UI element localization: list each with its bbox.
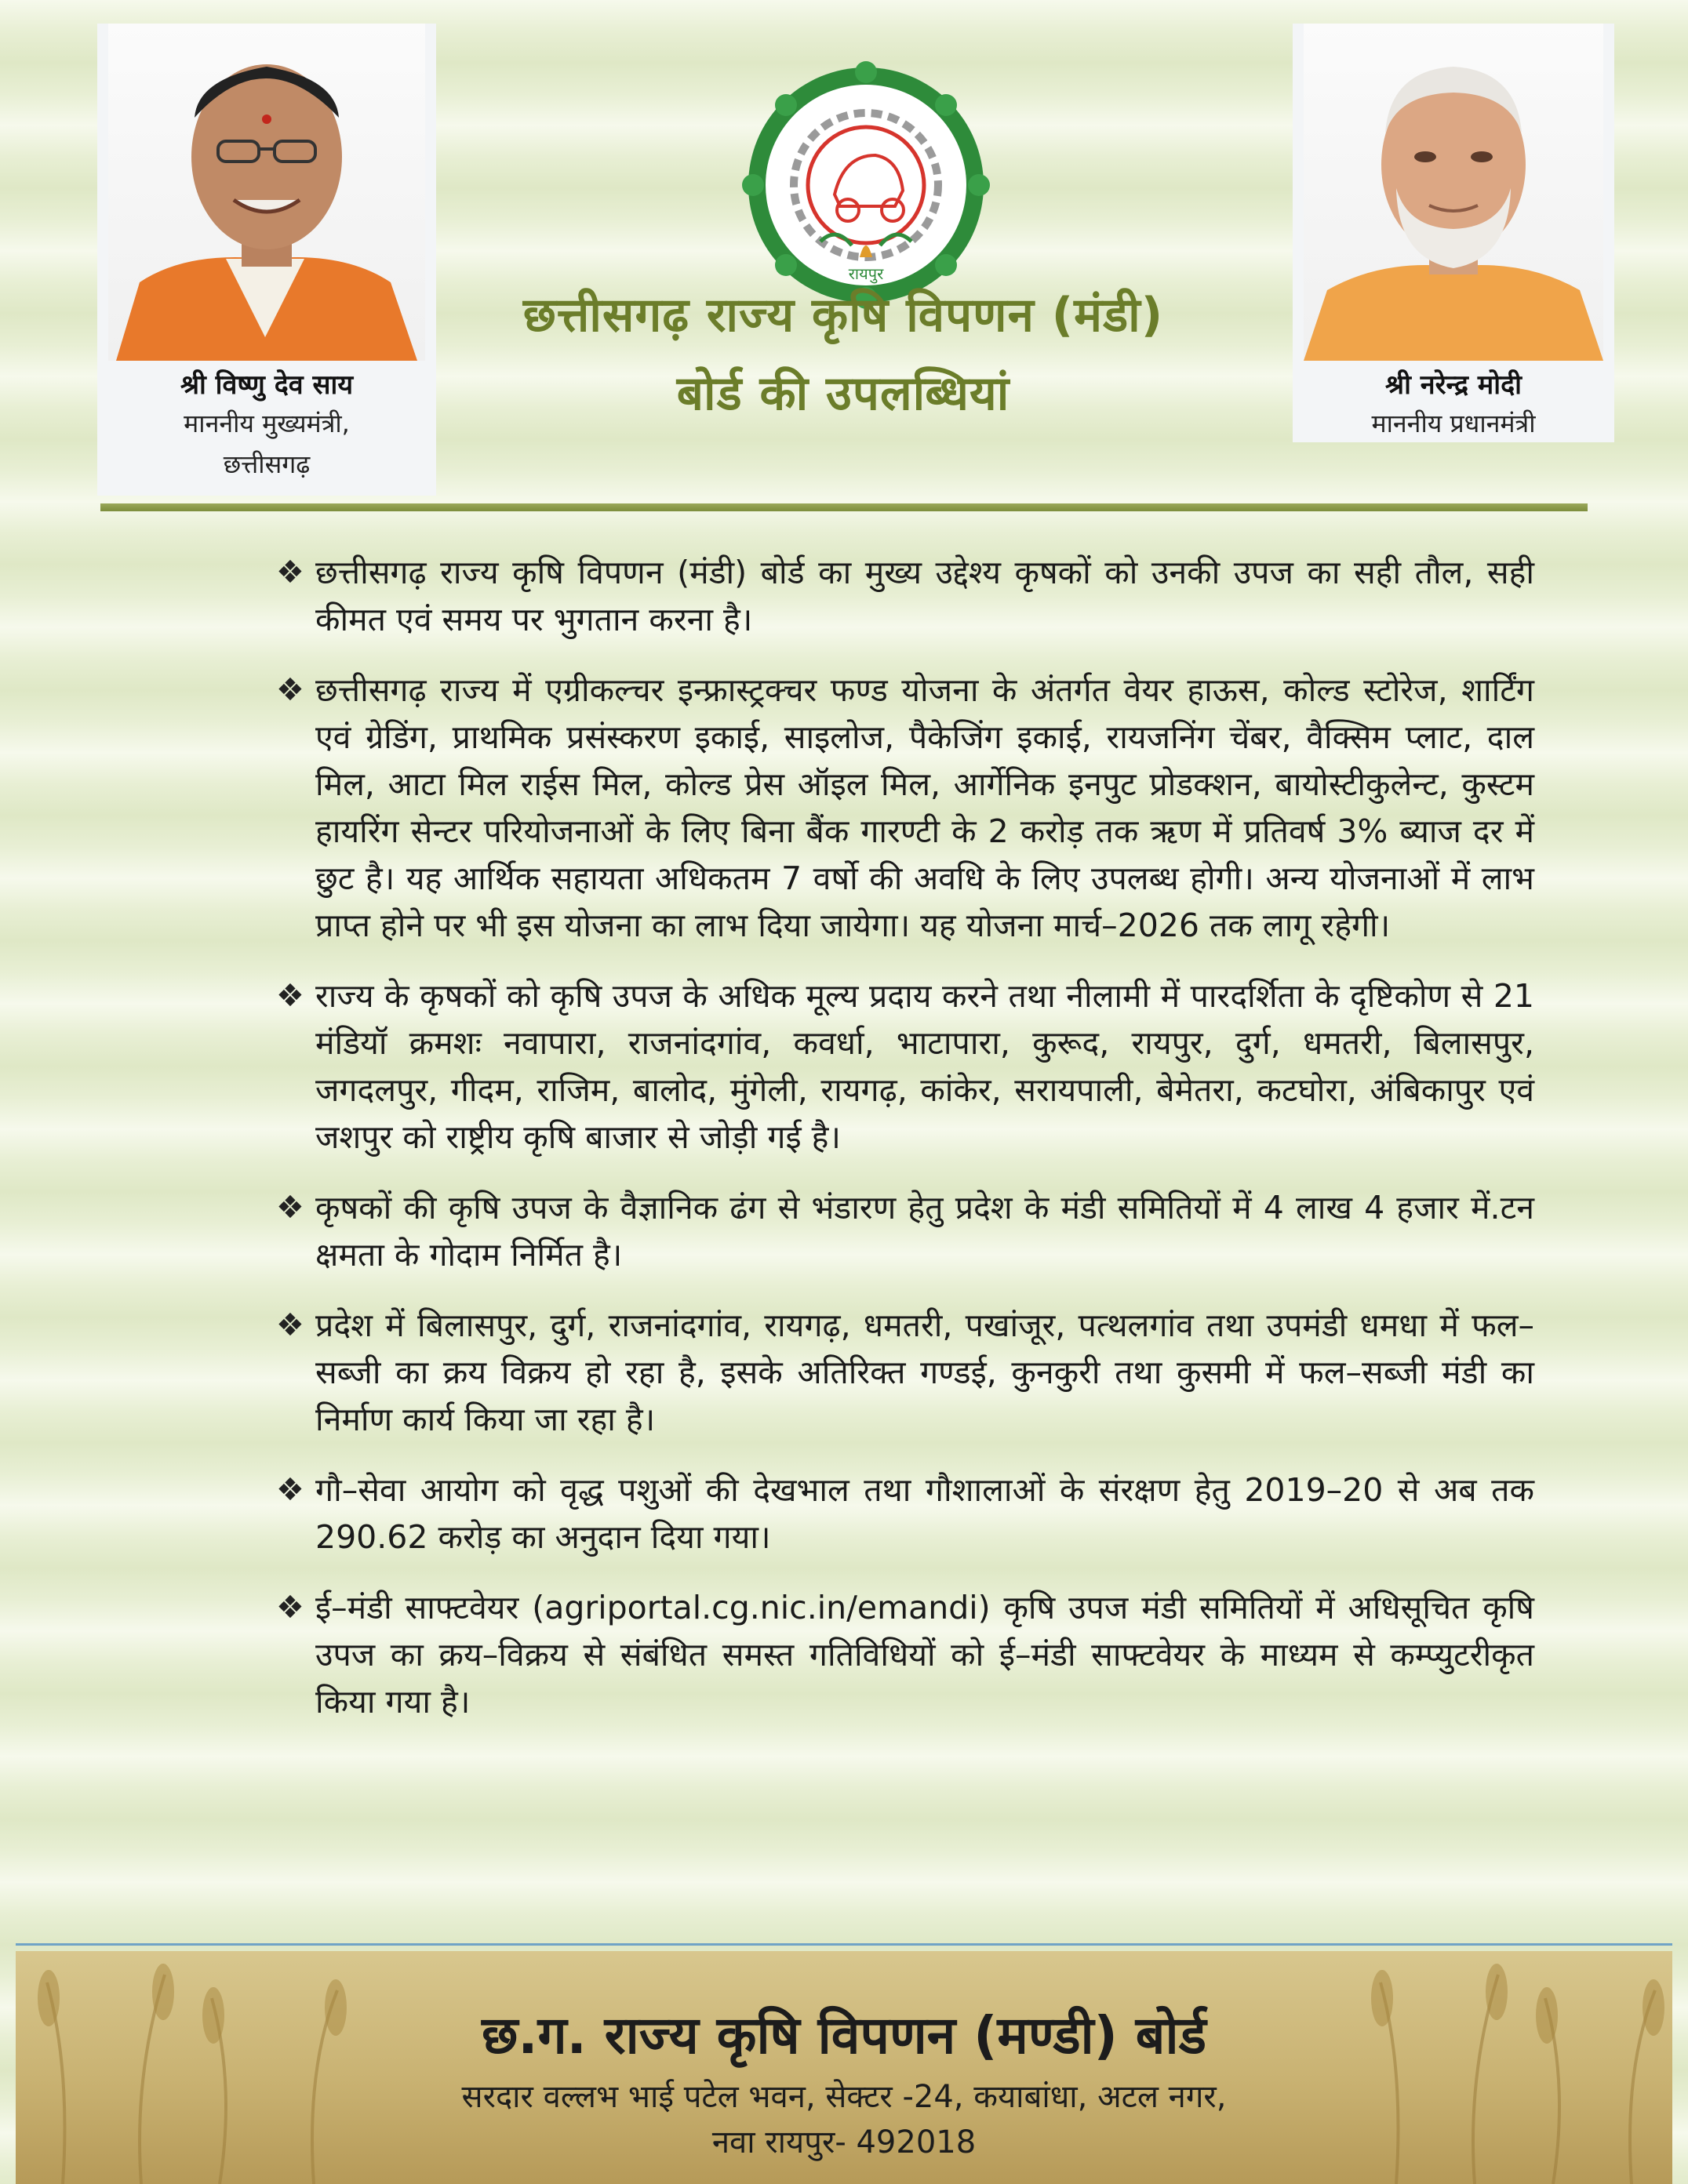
prime-minister-photo bbox=[1304, 24, 1603, 361]
list-item-text: गौ–सेवा आयोग को वृद्ध पशुओं की देखभाल तथा गौशालाओं के संरक्षण हेतु 2019–20 से अब तक 290.62 करोड़ का अनुदान दिया गया। bbox=[315, 1471, 1534, 1556]
diamond-bullet-icon: ❖ bbox=[276, 1472, 304, 1508]
list-item-text: प्रदेश में बिलासपुर, दुर्ग, राजनांदगांव, रायगढ़, धमतरी, पखांजूर, पत्थलगांव तथा उपमंडी धमधा में फल–सब्जी का क्रय विक्रय हो रहा है, इसके अतिरिक्त गण्डई, कुनकुरी तथा कुसमी में फल–सब्जी मंडी का निर्माण कार्य किया जा रहा है। bbox=[315, 1306, 1534, 1438]
list-item bbox=[276, 1302, 1534, 1443]
list-item-text: राज्य के कृषकों को कृषि उपज के अधिक मूल्य प्रदाय करने तथा नीलामी में पारदर्शिता के दृष्टिकोण से 21 मंडियॉ क्रमशः नवापारा, राजनांदगांव, कवर्धा, भाटापारा, कुरूद, रायपुर, दुर्ग, धमतरी, बिलासपुर, जगदलपुर, गीदम, राजिम, बालोद, मुंगेली, रायगढ़, कांकेर, सरायपाली, बेमेतरा, कटघोरा, अंबिकापुर एवं जशपुर को राष्ट्रीय कृषि बाजार से जोड़ी गई है। bbox=[315, 977, 1534, 1156]
list-item-text: ई–मंडी साफ्टवेयर (agriportal.cg.nic.in/emandi) कृषि उपज मंडी समितियों में अधिसूचित कृषि उपज का क्रय–विक्रय से संबंधित समस्त गतिविधियों को ई–मंडी साफ्टवेयर के माध्यम से कम्प्युटरीकृत किया गया है। bbox=[315, 1589, 1534, 1721]
footer-address-line1: सरदार वल्लभ भाई पटेल भवन, सेक्टर -24, कयाबांधा, अटल नगर, bbox=[461, 2079, 1227, 2115]
achievements-list bbox=[276, 549, 1534, 1749]
logo-city: रायपुर bbox=[848, 264, 884, 283]
footer-title: छ.ग. राज्य कृषि विपणन (मण्डी) बोर्ड bbox=[482, 2005, 1206, 2066]
footer-divider bbox=[16, 1943, 1672, 1946]
page-title-line2: बोर्ड की उपलब्धियां bbox=[676, 366, 1010, 421]
list-item bbox=[276, 1584, 1534, 1725]
chief-minister-card bbox=[97, 24, 436, 496]
diamond-bullet-icon: ❖ bbox=[276, 554, 304, 591]
list-item-text: कृषकों की कृषि उपज के वैज्ञानिक ढंग से भंडारण हेतु प्रदेश के मंडी समितियों में 4 लाख 4 हजार में.टन क्षमता के गोदाम निर्मित है। bbox=[315, 1189, 1534, 1274]
portrait-illustration bbox=[108, 24, 425, 361]
portrait-illustration bbox=[1304, 24, 1603, 361]
prime-minister-role: माननीय प्रधानमंत्री bbox=[1371, 409, 1536, 438]
list-item-text: छत्तीसगढ़ राज्य में एग्रीकल्चर इन्फ्रास्ट्रक्चर फण्ड योजना के अंतर्गत वेयर हाऊस, कोल्ड स्टोरेज, शार्टिंग एवं ग्रेडिंग, प्राथमिक प्रसंस्करण इकाई, साइलोज, पैकेजिंग इकाई, रायजनिंग चेंबर, वैक्सिम प्लाट, दाल मिल, आटा मिल राईस मिल, कोल्ड प्रेस ऑइल मिल, आर्गेनिक इनपुट प्रोडक्शन, बायोस्टीकुलेन्ट, कुस्टम हायरिंग सेन्टर परियोजनाओं के लिए बिना बैंक गारण्टी के 2 करोड़ तक ऋण में प्रतिवर्ष 3% ब्याज दर में छुट है। यह आर्थिक सहायता अधिकतम 7 वर्षो की अवधि के लिए उपलब्ध होगी। अन्य योजनाओं में लाभ प्राप्त होने पर भी इस योजना का लाभ दिया जायेगा। यह योजना मार्च–2026 तक लागू रहेगी। bbox=[315, 671, 1534, 944]
diamond-bullet-icon: ❖ bbox=[276, 1190, 304, 1226]
header-divider bbox=[100, 503, 1588, 511]
list-item bbox=[276, 667, 1534, 949]
list-item bbox=[276, 549, 1534, 643]
page-title-line1: छत्तीसगढ़ राज्य कृषि विपणन (मंडी) bbox=[522, 288, 1164, 343]
list-item bbox=[276, 1184, 1534, 1278]
list-item bbox=[276, 1466, 1534, 1561]
mandi-board-logo bbox=[742, 61, 990, 309]
chief-minister-state: छत्तीसगढ़ bbox=[223, 449, 311, 479]
footer-address-line2: नवा रायपुर- 492018 bbox=[711, 2124, 977, 2160]
diamond-bullet-icon: ❖ bbox=[276, 1590, 304, 1626]
chief-minister-role: माननीय मुख्यमंत्री, bbox=[184, 409, 350, 438]
diamond-bullet-icon: ❖ bbox=[276, 978, 304, 1014]
diamond-bullet-icon: ❖ bbox=[276, 1307, 304, 1343]
chief-minister-photo bbox=[108, 24, 425, 361]
list-item bbox=[276, 972, 1534, 1161]
chief-minister-name: श्री विष्णु देव साय bbox=[180, 369, 354, 401]
diamond-bullet-icon: ❖ bbox=[276, 672, 304, 708]
footer-banner bbox=[16, 1951, 1672, 2184]
list-item-text: छत्तीसगढ़ राज्य कृषि विपणन (मंडी) बोर्ड का मुख्य उद्देश्य कृषकों को उनकी उपज का सही तौल, सही कीमत एवं समय पर भुगतान करना है। bbox=[315, 554, 1534, 638]
prime-minister-card bbox=[1293, 24, 1614, 442]
prime-minister-name: श्री नरेन्द्र मोदी bbox=[1385, 369, 1522, 401]
